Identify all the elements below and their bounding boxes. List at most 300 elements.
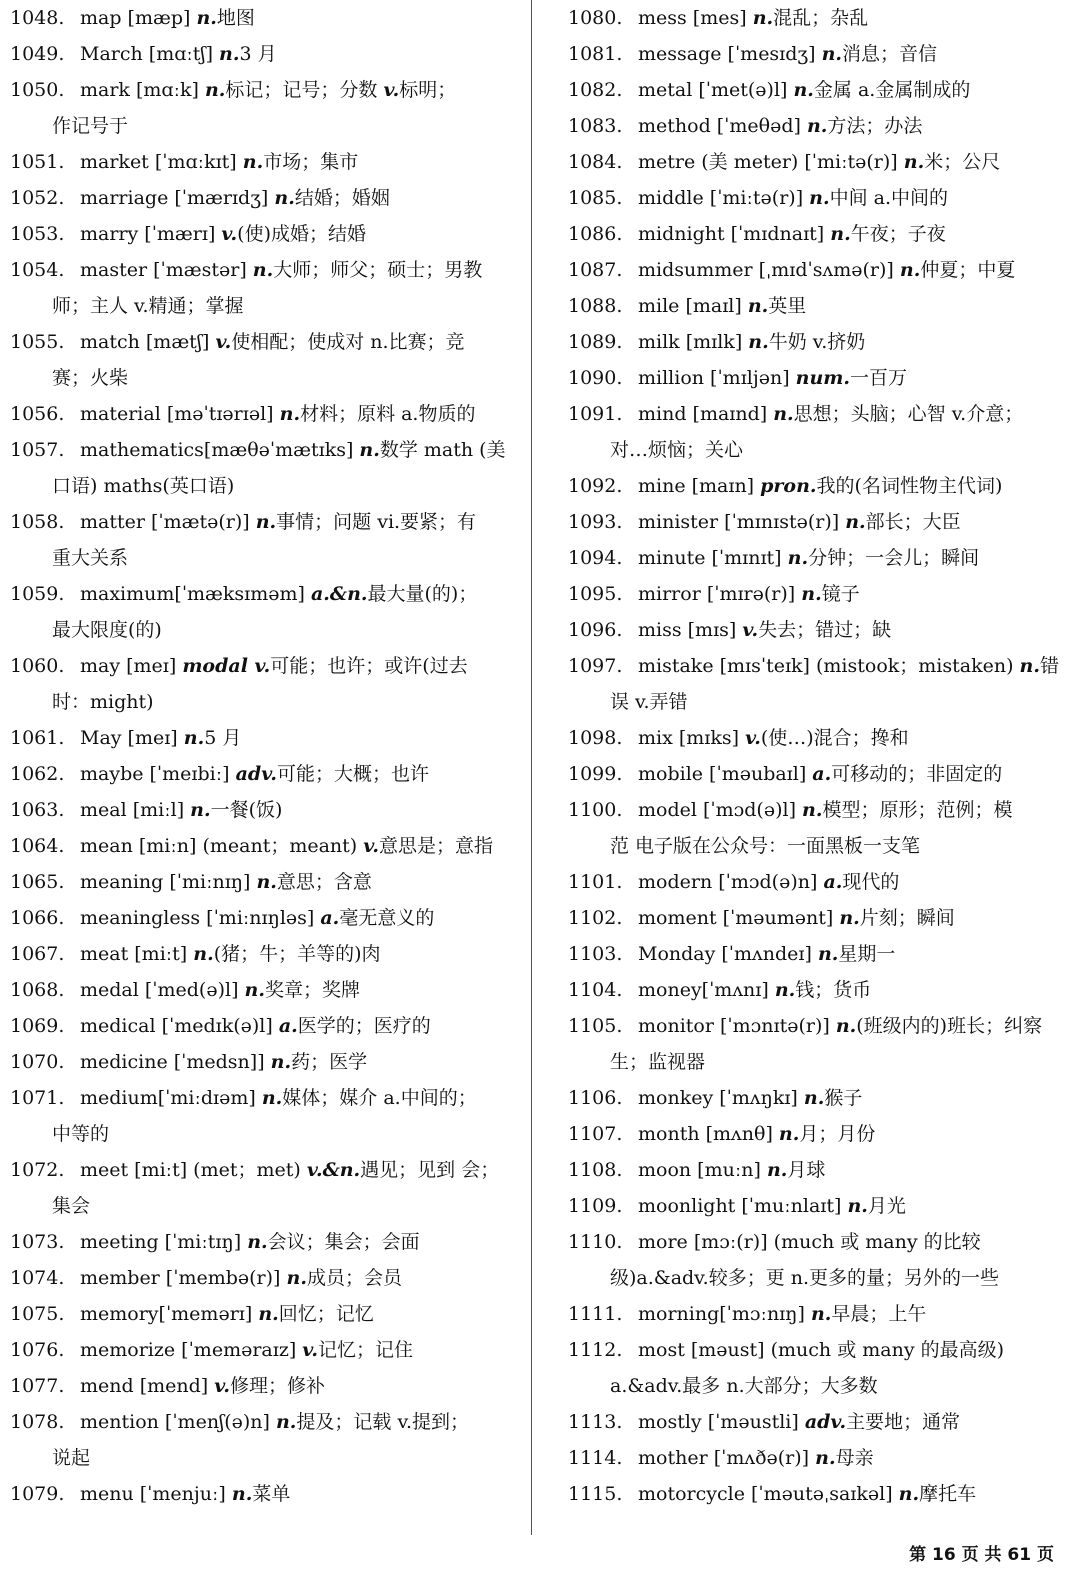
entry-word: matter [ˈmætə(r)] (80, 511, 256, 533)
entry-word: meeting [ˈmiːtɪŋ] (80, 1231, 248, 1253)
vocab-entry (568, 1404, 1066, 1440)
entry-first-line (568, 36, 1066, 72)
entry-word: meaning [ˈmiːnɪŋ] (80, 871, 257, 893)
entry-number: 1081. (568, 43, 623, 65)
entry-number: 1106. (568, 1087, 623, 1109)
entry-first-line (568, 1116, 1066, 1152)
definition: 分钟；一会儿；瞬间 (808, 547, 980, 569)
part-of-speech: n. (252, 259, 274, 281)
entry-first-line (10, 144, 510, 180)
entry-first-line (10, 648, 510, 684)
entry-number: 1065. (10, 871, 65, 893)
entry-word: most [məust] (much 或 many 的最高级) (638, 1339, 1005, 1361)
entry-number: 1054. (10, 259, 65, 281)
entry-first-line (10, 1152, 510, 1188)
entry-word: morning[ˈmɔːnɪŋ] (638, 1303, 811, 1325)
entry-number: 1069. (10, 1015, 65, 1037)
part-of-speech: n. (903, 151, 925, 173)
entry-word: method [ˈmeθəd] (638, 115, 807, 137)
vocab-entry (568, 72, 1066, 108)
vocab-entry (10, 756, 510, 792)
entry-number: 1086. (568, 223, 623, 245)
definition: 片刻；瞬间 (859, 907, 955, 929)
entry-number: 1056. (10, 403, 65, 425)
entry-word: moonlight [ˈmuːnlaɪt] (638, 1195, 848, 1217)
part-of-speech: modal v. (182, 655, 271, 677)
vocab-entry (568, 576, 1066, 612)
definition: (使)成婚；结婚 (237, 223, 366, 245)
definition: 主要地；通常 (846, 1411, 961, 1433)
definition: 事情；问题 vi.要紧；有 (276, 511, 477, 533)
entry-first-line (568, 1476, 1066, 1512)
part-of-speech: n. (219, 43, 240, 65)
entry-first-line (568, 936, 1066, 972)
entry-first-line (568, 468, 1066, 504)
entry-word: medium[ˈmiːdɪəm] (80, 1087, 262, 1109)
entry-number: 1082. (568, 79, 623, 101)
entry-number: 1077. (10, 1375, 65, 1397)
entry-word: meat [miːt] (80, 943, 194, 965)
entry-word: March [mɑːtʃ] (80, 43, 220, 65)
definition: 5 月 (204, 727, 242, 749)
part-of-speech: n. (835, 1015, 857, 1037)
definition: 数学 math (美 (379, 439, 506, 461)
entry-number: 1104. (568, 979, 623, 1001)
entry-number: 1109. (568, 1195, 623, 1217)
part-of-speech: n. (747, 295, 769, 317)
entry-first-line (568, 648, 1066, 684)
definition: 最大量(的)； (367, 583, 478, 605)
entry-number: 1087. (568, 259, 623, 281)
left-column (10, 0, 510, 1512)
definition: 3 月 (239, 43, 277, 65)
entry-word: money[ˈmʌnɪ] (638, 979, 775, 1001)
definition: 一百万 (850, 367, 908, 389)
entry-number: 1102. (568, 907, 623, 929)
definition: 混乱；杂乱 (773, 7, 869, 29)
vocab-entry (568, 540, 1066, 576)
entry-continuation: 范 电子版在公众号：一面黑板一支笔 (610, 835, 921, 857)
vocab-entry (568, 1476, 1066, 1512)
entry-number: 1105. (568, 1015, 623, 1037)
entry-number: 1071. (10, 1087, 65, 1109)
entry-word: marry [ˈmærɪ] (80, 223, 222, 245)
entry-word: map [mæp] (80, 7, 197, 29)
part-of-speech: a. (812, 763, 832, 785)
definition: 成员；会员 (306, 1267, 402, 1289)
vocab-entry (568, 360, 1066, 396)
part-of-speech: n. (774, 979, 796, 1001)
entry-word: minister [ˈmɪnɪstə(r)] (638, 511, 846, 533)
definition: 菜单 (252, 1483, 291, 1505)
entry-first-line (10, 576, 510, 612)
part-of-speech: n. (256, 871, 277, 893)
entry-first-line (568, 1332, 1066, 1368)
vocab-entry (568, 324, 1066, 360)
definition: 地图 (216, 7, 255, 29)
part-of-speech: n. (261, 1087, 283, 1109)
vocab-entry (568, 144, 1066, 180)
entry-first-line (10, 792, 510, 828)
part-of-speech: n. (270, 1051, 292, 1073)
vocab-entry (568, 1152, 1066, 1188)
vocab-entry (568, 864, 1066, 900)
part-of-speech: n. (830, 223, 851, 245)
definition: 失去；错过；缺 (758, 619, 892, 641)
definition: 星期一 (838, 943, 896, 965)
vocab-entry (10, 504, 510, 576)
part-of-speech: n. (839, 907, 860, 929)
definition: 奖章；奖牌 (264, 979, 360, 1001)
entry-continuation: 中等的 (52, 1123, 110, 1145)
part-of-speech: v.&n. (306, 1159, 361, 1181)
entry-word: moment [ˈməumənt] (638, 907, 840, 929)
definition: 大师；师父；硕士；男教 (273, 259, 483, 281)
vocab-entry (10, 1476, 510, 1512)
definition: 可能；也许；或许(过去 (270, 655, 468, 677)
definition: 方法；办法 (827, 115, 923, 137)
vocab-entry (10, 1404, 510, 1476)
part-of-speech: adv. (235, 763, 277, 785)
entry-number: 1097. (568, 655, 623, 677)
definition: 标明； (399, 79, 457, 101)
entry-first-line (10, 720, 510, 756)
definition: 提及；记载 v.提到； (296, 1411, 469, 1433)
entry-word: menu [ˈmenjuː] (80, 1483, 232, 1505)
entry-first-line (568, 540, 1066, 576)
definition: 回忆；记忆 (278, 1303, 374, 1325)
entry-word: midsummer [ˌmɪdˈsʌmə(r)] (638, 259, 900, 281)
entry-first-line (10, 396, 510, 432)
entry-first-line (10, 0, 510, 36)
definition: 现代的 (842, 871, 900, 893)
entry-word: monkey [ˈmʌŋkɪ] (638, 1087, 804, 1109)
entry-number: 1084. (568, 151, 623, 173)
entry-first-line (568, 1404, 1066, 1440)
vocab-entry (10, 72, 510, 144)
entry-number: 1108. (568, 1159, 623, 1181)
part-of-speech: n. (359, 439, 380, 461)
entry-number: 1095. (568, 583, 623, 605)
entry-number: 1112. (568, 1339, 623, 1361)
entry-continuation: 说起 (52, 1447, 91, 1469)
entry-word: memorize [ˈmeməraɪz] (80, 1339, 303, 1361)
entry-first-line (568, 900, 1066, 936)
entry-word: market [ˈmɑːkɪt] (80, 151, 243, 173)
part-of-speech: n. (801, 583, 822, 605)
definition: 米；公尺 (924, 151, 1001, 173)
entry-number: 1074. (10, 1267, 65, 1289)
entry-number: 1052. (10, 187, 65, 209)
entry-number: 1110. (568, 1231, 623, 1253)
vocab-entry (568, 1008, 1066, 1080)
part-of-speech: n. (204, 79, 226, 101)
entry-word: maybe [ˈmeɪbiː] (80, 763, 236, 785)
part-of-speech: n. (899, 259, 921, 281)
definition: 意思；含意 (276, 871, 372, 893)
definition: 月；月份 (799, 1123, 876, 1145)
definition: 结婚；婚姻 (294, 187, 390, 209)
part-of-speech: v. (745, 727, 761, 749)
entry-first-line (10, 324, 510, 360)
part-of-speech: n. (821, 43, 843, 65)
part-of-speech: n. (847, 1195, 868, 1217)
vocab-entry (568, 1188, 1066, 1224)
definition: 材料；原料 a.物质的 (300, 403, 476, 425)
vocab-entry (10, 396, 510, 432)
entry-number: 1115. (568, 1483, 623, 1505)
vocab-entry (10, 900, 510, 936)
part-of-speech: a. (320, 907, 340, 929)
vocab-entry (568, 1116, 1066, 1152)
definition: 毫无意义的 (339, 907, 435, 929)
entry-word: mostly [ˈməustli] (638, 1411, 805, 1433)
entry-word: memory[ˈmemərɪ] (80, 1303, 259, 1325)
entry-continuation: 重大关系 (52, 547, 129, 569)
entry-word: mirror [ˈmɪrə(r)] (638, 583, 802, 605)
entry-number: 1090. (568, 367, 623, 389)
entry-word: mathematics[mæθəˈmætɪks] (80, 439, 360, 461)
part-of-speech: num. (795, 367, 851, 389)
definition: (班级内的)班长；纠察 (856, 1015, 1043, 1037)
vocab-entry (10, 864, 510, 900)
entry-word: mess [mes] (638, 7, 753, 29)
vocab-entry (568, 0, 1066, 36)
entry-word: mistake [mɪsˈteɪk] (mistook；mistaken) (638, 655, 1020, 677)
entry-continuation: 最大限度(的) (52, 619, 162, 641)
entry-number: 1103. (568, 943, 623, 965)
entry-word: match [mætʃ] (80, 331, 216, 353)
part-of-speech: n. (190, 799, 211, 821)
vocab-entry (10, 972, 510, 1008)
vocab-entry (568, 756, 1066, 792)
entry-first-line (568, 72, 1066, 108)
entry-number: 1089. (568, 331, 623, 353)
entry-first-line (10, 36, 510, 72)
entry-word: marriage [ˈmærɪdʒ] (80, 187, 275, 209)
entry-word: midnight [ˈmɪdnaɪt] (638, 223, 831, 245)
vocab-entry (568, 504, 1066, 540)
entry-first-line (10, 252, 510, 288)
entry-first-line (10, 216, 510, 252)
part-of-speech: n. (247, 1231, 268, 1253)
entry-word: mother [ˈmʌðə(r)] (638, 1447, 816, 1469)
entry-number: 1064. (10, 835, 65, 857)
entry-number: 1093. (568, 511, 623, 533)
entry-word: metre (美 meter) [ˈmiːtə(r)] (638, 151, 904, 173)
part-of-speech: n. (274, 187, 295, 209)
definition: 消息；音信 (842, 43, 938, 65)
entry-first-line (10, 828, 510, 864)
part-of-speech: n. (196, 7, 217, 29)
entry-number: 1067. (10, 943, 65, 965)
entry-number: 1088. (568, 295, 623, 317)
definition: 遇见；见到 会； (360, 1159, 500, 1181)
entry-word: meet [miːt] (met；met) (80, 1159, 307, 1181)
entry-word: meal [miːl] (80, 799, 191, 821)
vocab-entry (10, 432, 510, 504)
entry-first-line (568, 252, 1066, 288)
entry-number: 1059. (10, 583, 65, 605)
entry-first-line (568, 612, 1066, 648)
entry-word: mine [maɪn] (638, 475, 761, 497)
entry-continuation: 误 v.弄错 (610, 691, 688, 713)
vocab-entry (568, 1224, 1066, 1296)
vocab-entry (10, 216, 510, 252)
entry-word: milk [mɪlk] (638, 331, 749, 353)
vocab-entry (568, 252, 1066, 288)
definition: 一餐(饭) (210, 799, 283, 821)
entry-first-line (10, 756, 510, 792)
vocab-entry (10, 936, 510, 972)
entry-word: mention [ˈmenʃ(ə)n] (80, 1411, 276, 1433)
entry-number: 1080. (568, 7, 623, 29)
vocab-entry (568, 180, 1066, 216)
entry-number: 1083. (568, 115, 623, 137)
vocab-entry (10, 1080, 510, 1152)
vocab-entry (10, 180, 510, 216)
entry-word: mix [mɪks] (638, 727, 746, 749)
definition: 摩托车 (919, 1483, 977, 1505)
entry-first-line (568, 288, 1066, 324)
entry-number: 1058. (10, 511, 65, 533)
entry-word: Monday [ˈmʌndeɪ] (638, 943, 818, 965)
part-of-speech: n. (258, 1303, 279, 1325)
entry-number: 1094. (568, 547, 623, 569)
vocab-entry (10, 1296, 510, 1332)
vocab-entry (10, 1260, 510, 1296)
vocab-entry (10, 1044, 510, 1080)
entry-word: miss [mɪs] (638, 619, 743, 641)
entry-first-line (568, 1440, 1066, 1476)
entry-first-line (10, 1008, 510, 1044)
entry-first-line (568, 0, 1066, 36)
vocab-entry (568, 936, 1066, 972)
vocab-entry (568, 1080, 1066, 1116)
entry-first-line (10, 1404, 510, 1440)
entry-continuation: 时：might) (52, 691, 154, 713)
entry-word: metal [ˈmet(ə)l] (638, 79, 794, 101)
entry-continuation: 作记号于 (52, 115, 129, 137)
definition: 牛奶 v.挤奶 (768, 331, 866, 353)
vocab-entry (10, 1332, 510, 1368)
definition: (使…)混合；搀和 (760, 727, 909, 749)
definition: 模型；原形；范例；模 (822, 799, 1013, 821)
definition: 修理；修补 (229, 1375, 325, 1397)
column-divider (531, 0, 532, 1535)
definition: 标记；记号；分数 (225, 79, 384, 101)
part-of-speech: n. (898, 1483, 920, 1505)
entry-first-line (568, 972, 1066, 1008)
definition: 思想；头脑；心智 v.介意； (793, 403, 1024, 425)
entry-first-line (568, 1224, 1066, 1260)
entry-number: 1063. (10, 799, 65, 821)
entry-first-line (10, 972, 510, 1008)
part-of-speech: n. (275, 1411, 297, 1433)
entry-word: mean [miːn] (meant；meant) (80, 835, 364, 857)
entry-first-line (10, 432, 510, 468)
entry-number: 1114. (568, 1447, 623, 1469)
entry-first-line (568, 792, 1066, 828)
vocab-entry (10, 792, 510, 828)
entry-number: 1053. (10, 223, 65, 245)
definition: 医学的；医疗的 (297, 1015, 431, 1037)
entry-number: 1092. (568, 475, 623, 497)
definition: 可能；大概；也许 (276, 763, 429, 785)
entry-first-line (10, 1476, 510, 1512)
vocab-entry (568, 1296, 1066, 1332)
definition: (猪；牛；羊等的)肉 (213, 943, 381, 965)
entry-first-line (568, 1152, 1066, 1188)
part-of-speech: n. (242, 151, 264, 173)
definition: 错 (1039, 655, 1059, 677)
right-column (568, 0, 1066, 1512)
entry-continuation: 集会 (52, 1195, 91, 1217)
part-of-speech: n. (817, 943, 839, 965)
entry-first-line (568, 576, 1066, 612)
entry-first-line (568, 1296, 1066, 1332)
entry-word: member [ˈmembə(r)] (80, 1267, 287, 1289)
part-of-speech: v. (214, 1375, 230, 1397)
entry-word: message [ˈmesɪdʒ] (638, 43, 822, 65)
part-of-speech: v. (383, 79, 400, 101)
part-of-speech: n. (773, 403, 794, 425)
entry-number: 1051. (10, 151, 65, 173)
entry-number: 1100. (568, 799, 623, 821)
entry-word: model [ˈmɔd(ə)l] (638, 799, 803, 821)
part-of-speech: n. (183, 727, 205, 749)
vocab-entry (10, 720, 510, 756)
entry-first-line (568, 1008, 1066, 1044)
definition: 我的(名词性物主代词) (816, 475, 1003, 497)
entry-first-line (10, 1332, 510, 1368)
definition: 记忆；记住 (318, 1339, 414, 1361)
entry-number: 1078. (10, 1411, 65, 1433)
part-of-speech: n. (809, 187, 830, 209)
part-of-speech: n. (286, 1267, 307, 1289)
entry-word: material [məˈtɪərɪəl] (80, 403, 280, 425)
part-of-speech: n. (793, 79, 814, 101)
part-of-speech: n. (766, 1159, 788, 1181)
vocab-entry (568, 612, 1066, 648)
entry-number: 1060. (10, 655, 65, 677)
entry-number: 1050. (10, 79, 65, 101)
vocab-entry (568, 648, 1066, 720)
entry-number: 1049. (10, 43, 65, 65)
entry-number: 1076. (10, 1339, 65, 1361)
definition: 部长；大臣 (865, 511, 961, 533)
entry-first-line (10, 1224, 510, 1260)
part-of-speech: n. (193, 943, 214, 965)
part-of-speech: v. (742, 619, 759, 641)
part-of-speech: n. (806, 115, 828, 137)
entry-number: 1091. (568, 403, 623, 425)
entry-first-line (568, 216, 1066, 252)
vocab-entry (10, 828, 510, 864)
entry-number: 1048. (10, 7, 65, 29)
entry-first-line (568, 1188, 1066, 1224)
part-of-speech: n. (815, 1447, 836, 1469)
entry-word: middle [ˈmiːtə(r)] (638, 187, 810, 209)
entry-first-line (10, 900, 510, 936)
part-of-speech: n. (279, 403, 301, 425)
vocab-entry (568, 1440, 1066, 1476)
vocab-entry (10, 36, 510, 72)
part-of-speech: v. (302, 1339, 319, 1361)
entry-number: 1066. (10, 907, 65, 929)
part-of-speech: n. (748, 331, 769, 353)
definition: 猴子 (824, 1087, 863, 1109)
